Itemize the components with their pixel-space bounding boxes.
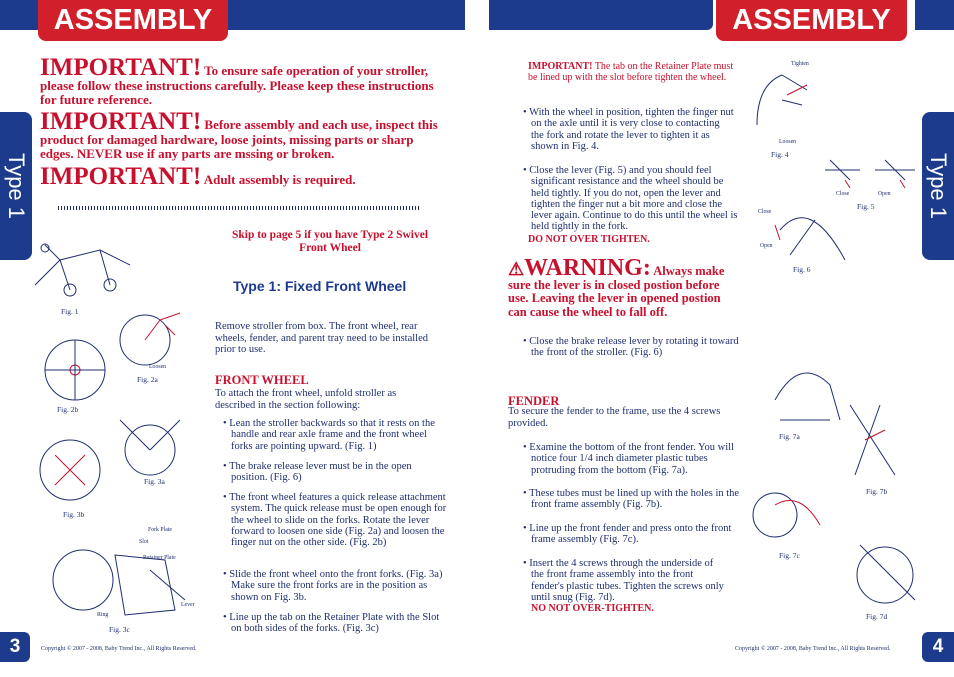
close-label-6: Close <box>758 209 772 215</box>
fig7d-label: Fig. 7d <box>866 612 888 621</box>
fig2b-illustration <box>35 335 115 400</box>
front-wheel-intro: To attach the front wheel, unfold stroller as described in the section following: <box>215 388 397 411</box>
fig3a-illustration <box>110 410 195 475</box>
front-wheel-heading: FRONT WHEEL <box>215 373 309 387</box>
right-side-tab: Type 1 <box>922 112 954 260</box>
left-bullet-4: • Slide the front wheel onto the front forks. (Fig. 3a) Make sure the front forks are in the position as shown on Fig. 3b. <box>223 569 443 603</box>
intro-text: Remove stroller from box. The front wheel, rear wheels, fender, and parent tray need to be installed prior to use. <box>215 321 428 355</box>
fig6-illustration <box>770 200 850 265</box>
fig3b-label: Fig. 3b <box>63 510 85 519</box>
fender-bullet-4: • Insert the 4 screws through the underside of the front frame assembly into the front fender's plastic tubes. Tighten the screws only until snug (Fig. 7d). <box>523 558 724 603</box>
open-label-5: Open <box>878 191 891 197</box>
fig2b-label: Fig. 2b <box>57 405 79 414</box>
dotted-divider <box>58 206 420 210</box>
right-important-note: IMPORTANT! The tab on the Retainer Plate must be lined up with the slot before tighten the wheel. <box>528 61 734 83</box>
section-title: Type 1: Fixed Front Wheel <box>233 278 407 294</box>
fig1-label: Fig. 1 <box>61 307 79 316</box>
right-bullet-3: • Close the brake release lever by rotating it toward the front of the stroller. (Fig. 6) <box>523 336 739 359</box>
important-block-3: IMPORTANT! Adult assembly is required. <box>40 163 356 190</box>
fig7a-illustration <box>770 365 845 425</box>
fig3c-label: Fig. 3c <box>109 625 130 634</box>
important-block-2: IMPORTANT! Before assembly and each use, inspect this product for damaged hardware, loose joints, missing parts or sharp edges. NEVER use if any parts are mssing or broken. <box>40 108 438 161</box>
fork-plate-label: Fork Plate <box>148 527 172 533</box>
left-header-bar-right <box>236 0 465 30</box>
fig7b-label: Fig. 7b <box>866 487 888 496</box>
loosen-label-2a: Loosen <box>149 364 167 370</box>
right-page-number: 4 <box>922 632 954 662</box>
skip-note: Skip to page 5 if you have Type 2 Swivel Front Wheel <box>231 229 429 254</box>
fender-bullet-1: • Examine the bottom of the front fender. You will notice four 1/4 inch diameter plastic tubes protruding from the bottom (Fig. 7a). <box>523 442 735 476</box>
fender-bullet-2: • These tubes must be lined up with the holes in the front frame assembly (Fig. 7b). <box>523 488 740 511</box>
do-not-over-tighten: DO NOT OVER TIGHTEN. <box>528 234 650 245</box>
right-copyright: Copyright © 2007 - 2008, Baby Trend Inc., All Rights Reserved. <box>735 646 891 652</box>
slot-label: Slot <box>139 539 149 545</box>
important-block-1: IMPORTANT! To ensure safe operation of your stroller, please follow these instructions carefully. Please keep these instructions for future reference. <box>40 54 434 107</box>
fig4-illustration <box>752 65 822 145</box>
right-bullet-2: • Close the lever (Fig. 5) and you should feel significant resistance and the wheel should be held tightly. If you do not, open the lever and tighten the finger nut a bit more and close the lever again. Continue to do this until the wheel is held tightly in the fork. <box>523 165 738 233</box>
left-bullet-5: • Line up the tab on the Retainer Plate with the Slot on both sides of the forks. (Fig. 3c) <box>223 612 440 635</box>
left-side-tab: Type 1 <box>0 112 32 260</box>
left-page-number: 3 <box>0 632 30 662</box>
fig1-stroller-illustration <box>30 240 140 300</box>
left-copyright: Copyright © 2007 - 2008, Baby Trend Inc., All Rights Reserved. <box>41 646 197 652</box>
fig5-label: Fig. 5 <box>857 202 875 211</box>
fig2a-label: Fig. 2a <box>137 375 158 384</box>
open-label-6: Open <box>760 243 773 249</box>
fig4-label: Fig. 4 <box>771 150 789 159</box>
warning-icon: ⚠ <box>508 259 525 279</box>
loosen-label-4: Loosen <box>779 139 797 145</box>
tighten-label: Tighten <box>791 61 809 67</box>
fig3c-illustration <box>55 530 195 620</box>
left-bullet-3: • The front wheel features a quick release attachment system. The quick release must be open enough for the wheel to slide on the forks. Rotate the lever forward to loosen one side (Fig. 2a) and loosen the finger nut on the other side. (Fig. 2b) <box>223 492 447 549</box>
left-bullet-1: • Lean the stroller backwards so that it rests on the handle and rear axle frame and the front wheel forks are pointing upward. (Fig. 1) <box>223 418 435 452</box>
no-not-over-tighten: NO NOT OVER-TIGHTEN. <box>531 603 654 614</box>
lever-label: Lever <box>181 602 195 608</box>
fig2a-illustration <box>120 305 195 370</box>
fig3a-label: Fig. 3a <box>144 477 165 486</box>
right-header-title: ASSEMBLY <box>716 0 907 41</box>
right-header-bar <box>489 0 713 30</box>
fig7c-label: Fig. 7c <box>779 551 800 560</box>
left-bullet-2: • The brake release lever must be in the open position. (Fig. 6) <box>223 461 412 484</box>
warning-block: ⚠WARNING: Always make sure the lever is in closed postion before use. Leaving the lever in opened postion can cause the wheel to fall off. <box>508 255 725 319</box>
fig7c-illustration <box>745 485 830 545</box>
fig7d-illustration <box>845 540 930 610</box>
fender-heading: FENDER <box>508 394 560 408</box>
close-label-5: Close <box>836 191 850 197</box>
fig7a-label: Fig. 7a <box>779 432 800 441</box>
left-header-title: ASSEMBLY <box>38 0 228 41</box>
retainer-plate-label: Retainer Plate <box>143 555 176 561</box>
fender-intro: To secure the fender to the frame, use the 4 screws provided. <box>508 406 721 429</box>
fig7b-illustration <box>840 400 910 480</box>
right-header-bar-end <box>915 0 954 30</box>
ring-label: Ring <box>97 612 109 618</box>
fig5-illustration <box>820 150 920 190</box>
fig6-label: Fig. 6 <box>793 265 811 274</box>
right-bullet-1: • With the wheel in position, tighten the finger nut on the axle until it is very close to contacting the fork and rotate the lever to tighten it as shown in Fig. 4. <box>523 107 734 152</box>
fig3b-illustration <box>35 435 115 505</box>
fender-bullet-3: • Line up the front fender and press onto the front frame assembly (Fig. 7c). <box>523 523 732 546</box>
